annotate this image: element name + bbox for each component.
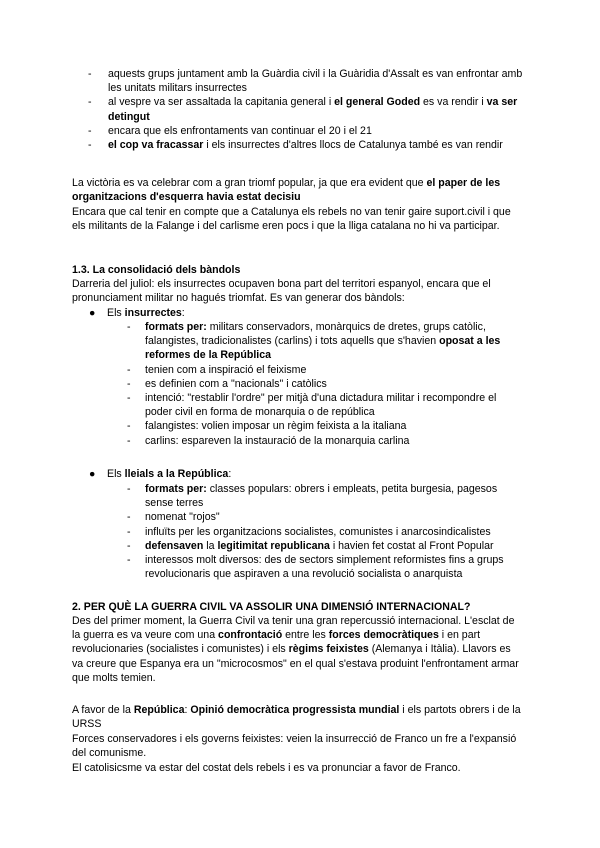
section-2-paragraph-2	[72, 703, 522, 731]
list-item: - aquests grups juntament amb la Guàrdia civil i la Guàridia d'Assalt es van enfrontar amb les unitats militars insurrectes	[88, 68, 523, 95]
text-run: :	[184, 704, 191, 716]
list-item: - intenció: "restablir l'ordre" per mitjà d'una dictadura militar i recompondre el poder civil en forma de monarquia o de república	[127, 392, 497, 419]
text-run: aquests grups juntament amb la Guàrdia civil i la Guàridia d'Assalt es van enfrontar amb les unitats militars insurrectes	[108, 68, 523, 95]
text-run: la	[203, 539, 218, 552]
text-run: Els	[107, 307, 125, 319]
list-item: - interessos molt diversos: des de sectors simplement reformistes fins a grups revolucionaris que aspiraven a una revolució socialista o anarquista	[127, 554, 504, 581]
text-run: es va rendir i	[420, 96, 487, 109]
text-run: i els partots obrers i de la URSS	[72, 704, 521, 731]
section-2-paragraph-1	[72, 614, 522, 685]
text-run: (Alemanya i Itàlia). Llavors es va creure que Espanya era un "microcosmos" en el qual s'estava produint l'enfrontament armar que molts temien.	[72, 643, 519, 684]
text-run: classes populars: obrers i empleats, petita burgesia, pagesos sense terres	[145, 483, 498, 510]
bold-text: forces democràtiques	[328, 629, 439, 642]
list-item: - formats per: classes populars: obrers i empleats, petita burgesia, pagesos sense terres	[127, 483, 498, 510]
victory-paragraph	[72, 176, 522, 204]
bold-text: formats per:	[145, 321, 207, 333]
section-1-3-intro: Darreria del juliol: els insurrectes ocupaven bona part del territori espanyol, encara que el pronunciament militar no hagués triomfat. Es van generar dos bàndols:	[72, 278, 491, 305]
list-item: - tenien com a inspiració el feixisme	[127, 363, 307, 376]
section-1-3-heading: 1.3. La consolidació dels bàndols	[72, 264, 241, 276]
text-run: tenien com a inspiració el feixisme	[145, 363, 307, 376]
bullet-dot-icon: ●	[89, 468, 96, 480]
bold-text: el general Goded	[334, 96, 421, 109]
list-item: - formats per: militars conservadors, monàrquics de dretes, grups catòlic, falangistes, tradicionalistes (carlins) i tots aquells que s'havien oposat a les reformes de la República	[127, 321, 501, 362]
list-item: - es definien com a "nacionals" i catòlics	[127, 377, 327, 390]
text-run: al vespre va ser assaltada la capitania general i	[108, 96, 335, 109]
list-item: - al vespre va ser assaltada la capitania general i el general Goded es va rendir i va ser detingut	[88, 96, 518, 123]
bold-text: Opinió democràtica progressista mundial	[190, 704, 400, 716]
text-run: :	[228, 468, 232, 480]
insurrectes-sublist	[127, 320, 522, 448]
list-item: - influïts per les organitzacions socialistes, comunistes i anarcosindicalistes	[127, 525, 491, 538]
text-run: militars conservadors, monàrquics de dretes, grups catòlic, falangistes, tradicionalistes (carlins) i tots aquells que s'havien	[145, 321, 486, 348]
text-run: i els insurrectes d'altres llocs de Catalunya també es van rendir	[203, 139, 503, 152]
bold-text: el paper de les organitzacions d'esquerra havia estat decisiu	[72, 177, 501, 204]
section-2-paragraph-3: Forces conservadores i els governs feixistes: veien la insurrecció de Franco un fre a l'expansió del comunisme.	[72, 733, 517, 760]
list-item: - defensaven la legitimitat republicana i havien fet costat al Front Popular	[127, 539, 494, 552]
bold-text: República	[133, 704, 185, 716]
bold-text: règims feixistes	[288, 643, 369, 656]
text-run: es definien com a "nacionals" i catòlics	[145, 377, 327, 390]
text-run: entre les	[282, 629, 329, 642]
text-run: i havien fet costat al Front Popular	[329, 539, 494, 552]
bold-text: formats per:	[145, 483, 207, 495]
lleials-sublist	[127, 482, 522, 581]
text-run: carlins: espareven la instauració de la monarquia carlina	[145, 434, 410, 447]
bold-text: confrontació	[218, 629, 283, 642]
text-run: Des del primer moment, la Guerra Civil va tenir una gran repercussió internacional. L'esclat de la guerra es va veure com una	[72, 615, 515, 642]
section-2-paragraph-4: El catolisicsme va estar del costat dels rebels i es va pronunciar a favor de Franco.	[72, 762, 461, 774]
list-item: - el cop va fracassar i els insurrectes d'altres llocs de Catalunya també es van rendir	[88, 139, 503, 152]
bold-text: insurrectes	[124, 307, 182, 319]
list-item: - falangistes: volien imposar un règim feixista a la italiana	[127, 420, 407, 433]
text-run: A favor de la	[72, 704, 134, 716]
text-run: i en part revolucionaries (socialistes i comunistes) i els	[72, 629, 481, 656]
bold-text: el cop va fracassar	[108, 139, 204, 152]
text-run: Els	[107, 468, 125, 480]
section-2-heading: 2. PER QUÈ LA GUERRA CIVIL VA ASSOLIR UNA DIMENSIÓ INTERNACIONAL?	[72, 601, 471, 613]
list-item: - encara que els enfrontaments van continuar el 20 i el 21	[88, 124, 372, 137]
bold-text: va ser detingut	[108, 96, 518, 123]
list-item: - nomenat "rojos"	[127, 511, 220, 524]
text-run: falangistes: volien imposar un règim feixista a la italiana	[145, 420, 407, 433]
top-dash-list	[88, 67, 528, 152]
list-item: - carlins: espareven la instauració de la monarquia carlina	[127, 434, 410, 447]
text-run: encara que els enfrontaments van continuar el 20 i el 21	[108, 124, 372, 137]
text-run: intenció: "restablir l'ordre" per mitjà d'una dictadura militar i recompondre el poder civil en forma de monarquia o de república	[145, 392, 497, 419]
support-paragraph: Encara que cal tenir en compte que a Catalunya els rebels no van tenir gaire suport.civil i que els militants de la Falange i del carlisme eren pocs i que la lliga catalana no hi va participar.	[72, 206, 511, 233]
text-run: :	[181, 307, 185, 319]
bullet-dot-icon: ●	[89, 307, 96, 319]
bold-text: lleials a la República	[124, 468, 229, 480]
text-run: nomenat "rojos"	[145, 511, 220, 524]
text-run: interessos molt diversos: des de sectors simplement reformistes fins a grups revolucionaris que aspiraven a una revolució socialista o anarquista	[145, 554, 504, 581]
bold-text: oposat a les reformes de la República	[145, 335, 501, 362]
bold-text: legitimitat republicana	[217, 539, 330, 552]
bold-text: defensaven	[145, 539, 204, 552]
text-run: influïts per les organitzacions socialistes, comunistes i anarcosindicalistes	[145, 525, 491, 538]
text-run: La victòria es va celebrar com a gran triomf popular, ja que era evident que	[72, 177, 427, 189]
